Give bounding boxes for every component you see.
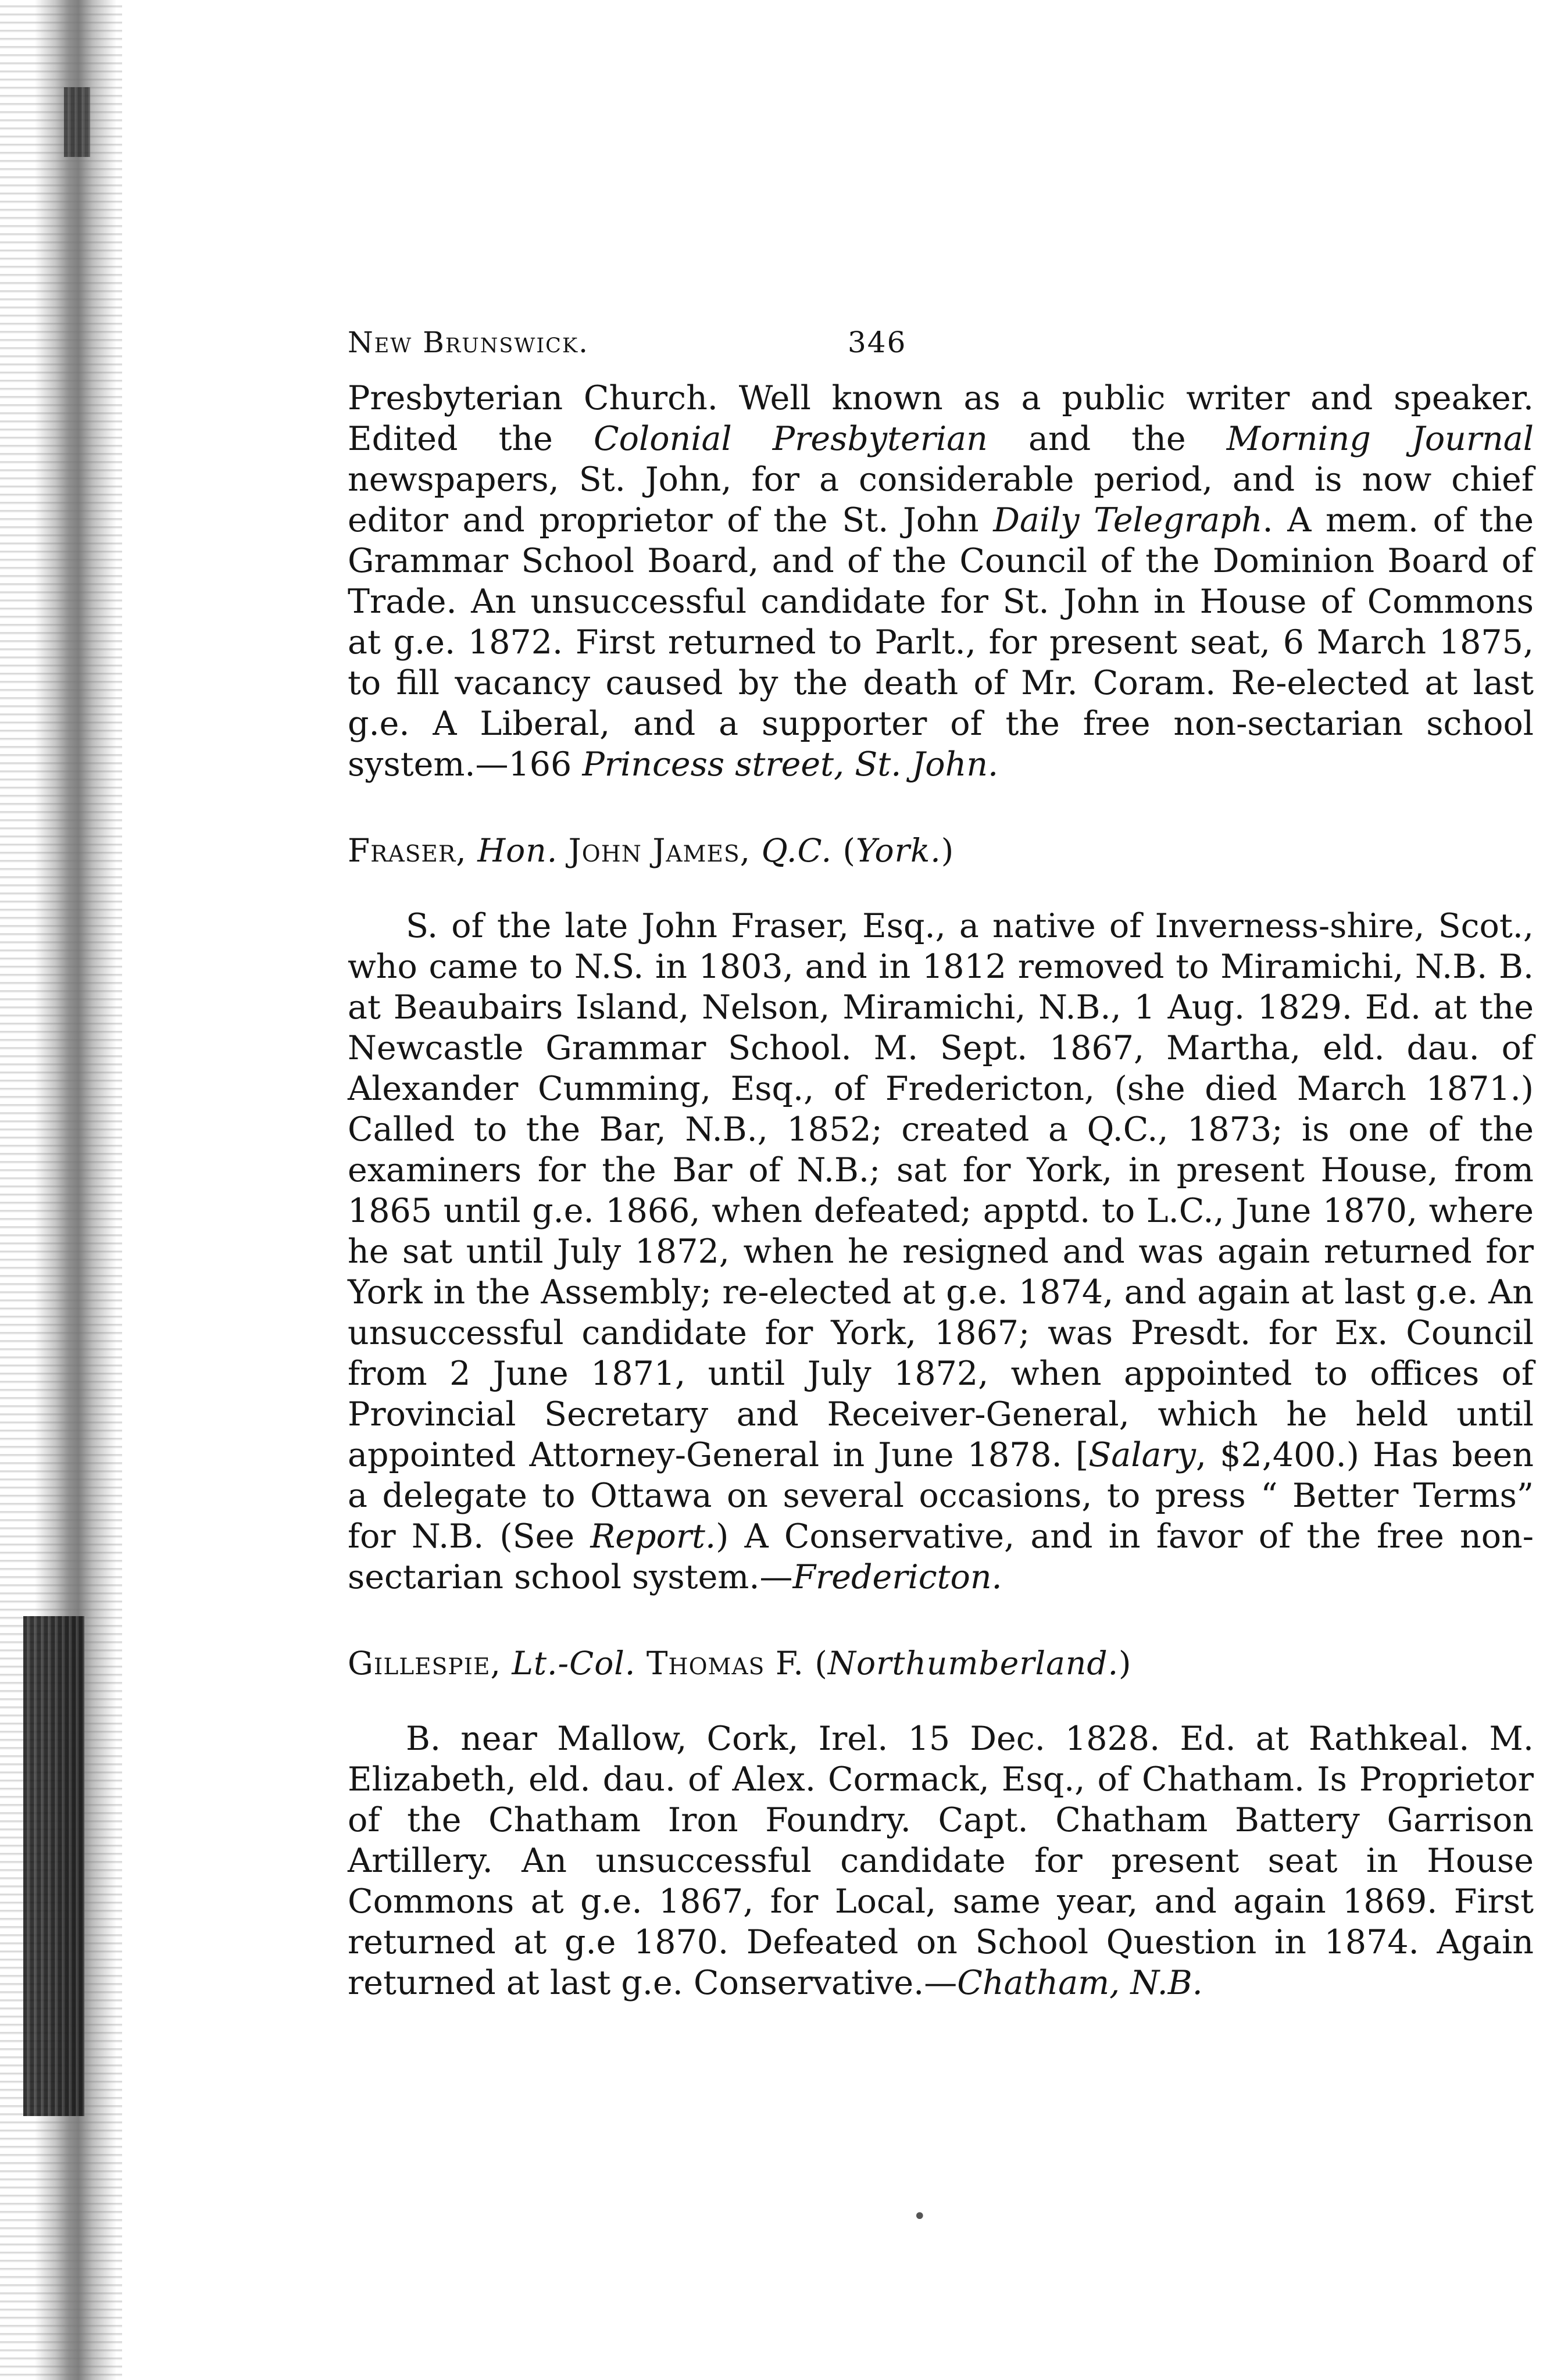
entry-body <box>348 1718 1534 2003</box>
heading-surname: Fraser, <box>348 832 478 869</box>
scan-binding-shadow-bottom <box>23 1616 84 2116</box>
text-run: Presbyterian Church. Well known as a public writer and speaker. Edited the <box>348 379 1534 458</box>
entry-heading <box>348 1643 1534 1684</box>
scan-speck: • <box>913 2203 927 2230</box>
heading-constituency: Northumberland. <box>827 1645 1119 1682</box>
heading-title: Hon. <box>477 832 558 869</box>
running-head <box>348 326 1534 372</box>
text-run-italic: Report. <box>590 1517 716 1556</box>
text-run-italic: Chatham, N.B. <box>957 1964 1203 2002</box>
text-run: ) A Conservative, and in favor of the free non-sectarian school system.— <box>348 1517 1534 1596</box>
heading-paren-close: ) <box>1119 1645 1132 1682</box>
text-run-italic: Colonial Presbyterian <box>594 420 988 458</box>
text-run: and the <box>987 420 1227 458</box>
heading-paren-open: ( <box>815 1645 828 1682</box>
heading-given-names: John James, <box>558 832 762 869</box>
text-run-italic: Princess street, St. John. <box>582 745 999 784</box>
document-page <box>348 326 1534 2003</box>
text-run-italic: Fredericton. <box>792 1558 1002 1596</box>
text-run: newspapers, St. John, for a considerable period, and is now chief editor and proprietor of the St. John <box>348 460 1534 539</box>
entry-gillespie <box>348 1643 1534 2003</box>
text-run: B. near Mallow, Cork, Irel. 15 Dec. 1828. Ed. at Rathkeal. M. Elizabeth, eld. dau. of Alex. Cormack, Esq., of Chatham. Is Proprietor of the Chatham Iron Foundry. Capt. Chatham Battery Garrison Artillery. An unsuccessful candidate for present seat in House Commons at g.e. 1867, for Local, same year, and again 1869. First returned at g.e 1870. Defeated on School Question in 1874. Again returned at last g.e. Conservative.— <box>348 1720 1534 2002</box>
running-head-title: New Brunswick. <box>348 326 589 359</box>
entry-heading <box>348 830 1534 871</box>
entry-body <box>348 906 1534 1598</box>
scan-binding-shadow-top <box>64 87 90 157</box>
heading-title: Lt.-Col. <box>512 1645 636 1682</box>
heading-constituency: York. <box>856 832 941 869</box>
text-run-italic: Daily Telegraph <box>993 501 1263 539</box>
text-run: , $2,400.) Has been a delegate to Ottawa on several occasions, to press “ Better Terms” for N.B. (See <box>348 1436 1534 1556</box>
page-number: 346 <box>848 326 907 359</box>
entry-fraser <box>348 830 1534 1598</box>
text-run: S. of the late John Fraser, Esq., a native of Inverness-shire, Scot., who came to N.S. in 1803, and in 1812 removed to Miramichi, N.B. B. at Beaubairs Island, Nelson, Miramichi, N.B., 1 Aug. 1829. Ed. at the Newcastle Grammar School. M. Sept. 1867, Martha, eld. dau. of Alexander Cumming, Esq., of Fredericton, (she died March 1871.) Called to the Bar, N.B., 1852; created a Q.C., 1873; is one of the examiners for the Bar of N.B.; sat for York, in present House, from 1865 until g.e. 1866, when defeated; apptd. to L.C., June 1870, where he sat until July 1872, when he resigned and was again returned for York in the Assembly; re-elected at g.e. 1874, and again at last g.e. An unsuccessful candidate for York, 1867; was Presdt. for Ex. Council from 2 June 1871, until July 1872, when appointed to offices of Provincial Secretary and Receiver-General, which he held until appointed Attorney-General in June 1878. [ <box>348 907 1534 1474</box>
text-run-italic: Salary <box>1088 1436 1196 1474</box>
heading-surname: Gillespie, <box>348 1645 512 1682</box>
heading-given-names: Thomas F. <box>635 1645 815 1682</box>
heading-honorific: Q.C. <box>761 832 833 869</box>
heading-paren-open: ( <box>832 832 856 869</box>
text-run-italic: Morning Journal <box>1226 420 1534 458</box>
opening-paragraph <box>348 378 1534 785</box>
text-run: . A mem. of the Grammar School Board, and of the Council of the Dominion Board of Trade. An unsuccessful candidate for St. John in House of Commons at g.e. 1872. First returned to Parlt., for present seat, 6 March 1875, to fill vacancy caused by the death of Mr. Coram. Re-elected at last g.e. A Liberal, and a supporter of the free non-sectarian school system.—166 <box>348 501 1534 784</box>
heading-paren-close: ) <box>941 832 955 869</box>
